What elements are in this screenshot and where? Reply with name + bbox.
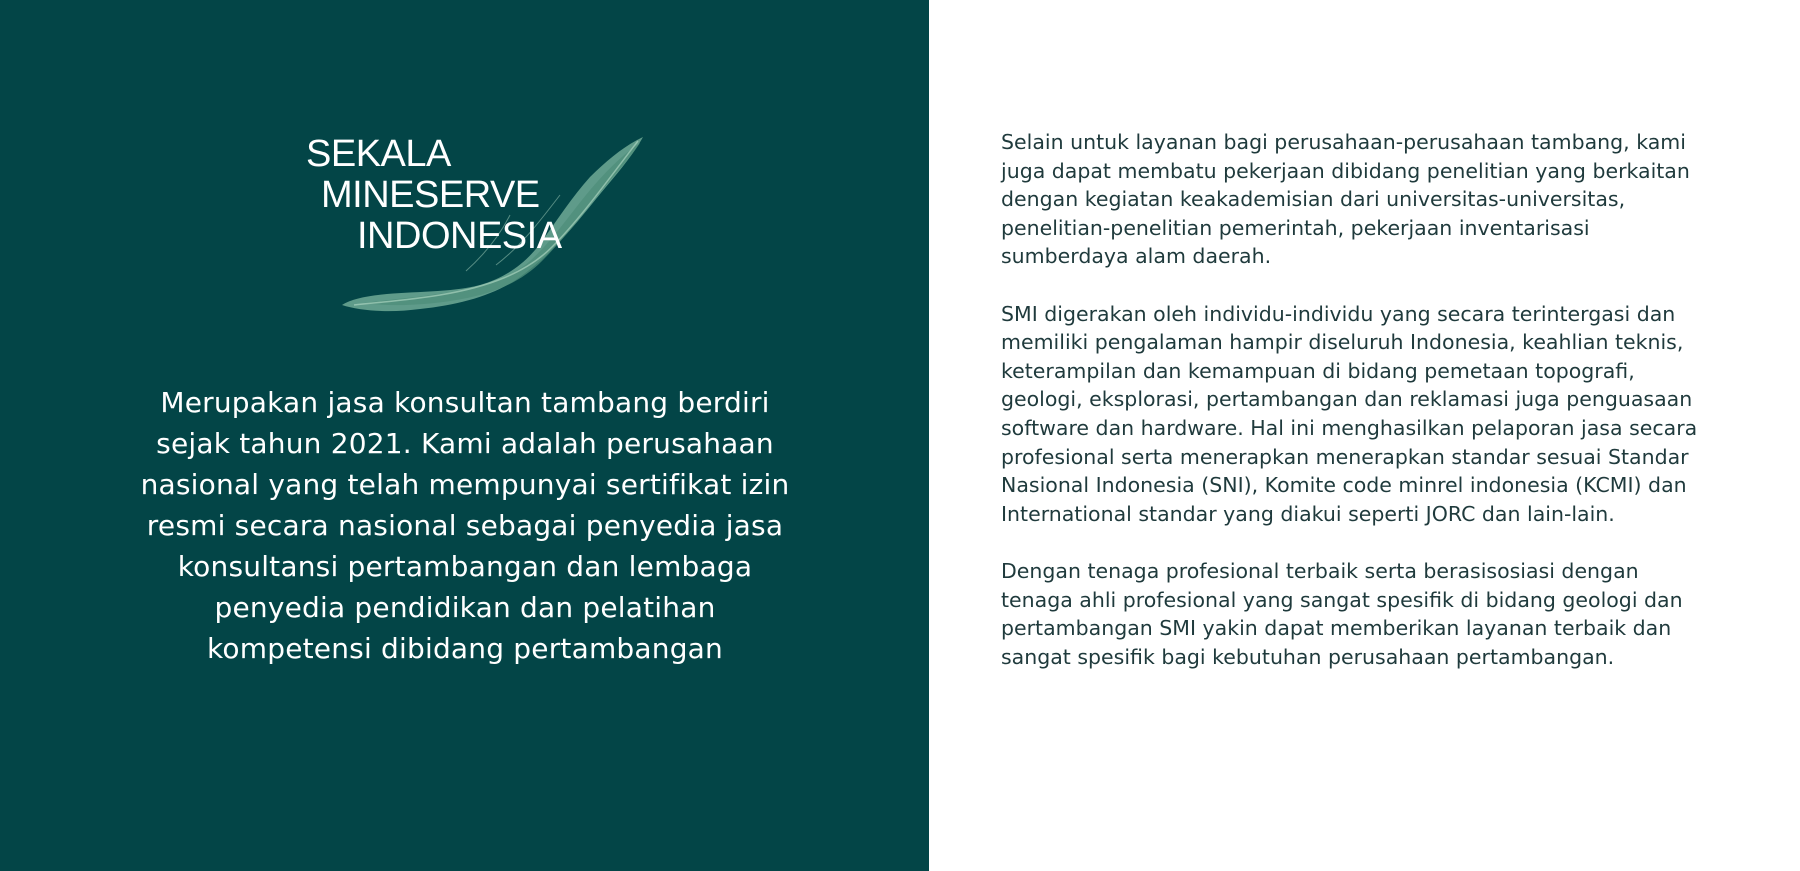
logo-line-sekala: SEKALA — [306, 133, 451, 175]
company-tagline: Merupakan jasa konsultan tambang berdiri sejak tahun 2021. Kami adalah perusahaan nasional yang telah mempunyai sertifikat izin resmi secara nasional sebagai penyedia jasa konsultansi pertambangan dan lembaga penyedia pendidikan dan pelatihan kompetensi dibidang pertambangan — [140, 386, 790, 665]
logo-line-mineserve: MINESERVE — [321, 174, 540, 216]
company-description — [1001, 128, 1741, 700]
right-panel — [929, 0, 1800, 871]
company-logo — [290, 125, 670, 315]
description-paragraph-commitment: Dengan tenaga profesional terbaik serta berasisosiasi dengan tenaga ahli profesional yang sangat spesifik di bidang geologi dan pertambangan SMI yakin dapat memberikan layanan terbaik dan sangat spesifik bagi kebutuhan perusahaan pertambangan. — [1001, 558, 1683, 669]
logo-line-indonesia: INDONESIA — [357, 215, 562, 257]
description-paragraph-services: Selain untuk layanan bagi perusahaan-perusahaan tambang, kami juga dapat membatu pekerjaan dibidang penelitian yang berkaitan dengan kegiatan keakademisian dari universitas-universitas, penelitian-penelitian pemerintah, pekerjaan inventarisasi sumberdaya alam daerah. — [1001, 130, 1690, 269]
description-paragraph-team: SMI digerakan oleh individu-individu yang secara terintergasi dan memiliki pengalaman hampir diseluruh Indonesia, keahlian teknis, keterampilan dan kemampuan di bidang pemetaan topografi, geologi, eksplorasi, pertambangan dan reklamasi juga penguasaan software dan hardware. Hal ini menghasilkan pelaporan jasa secara profesional serta menerapkan menerapkan standar sesuai Standar Nasional Indonesia (SNI), Komite code minrel indonesia (KCMI) dan International standar yang diakui seperti JORC dan lain-lain. — [1001, 301, 1698, 526]
